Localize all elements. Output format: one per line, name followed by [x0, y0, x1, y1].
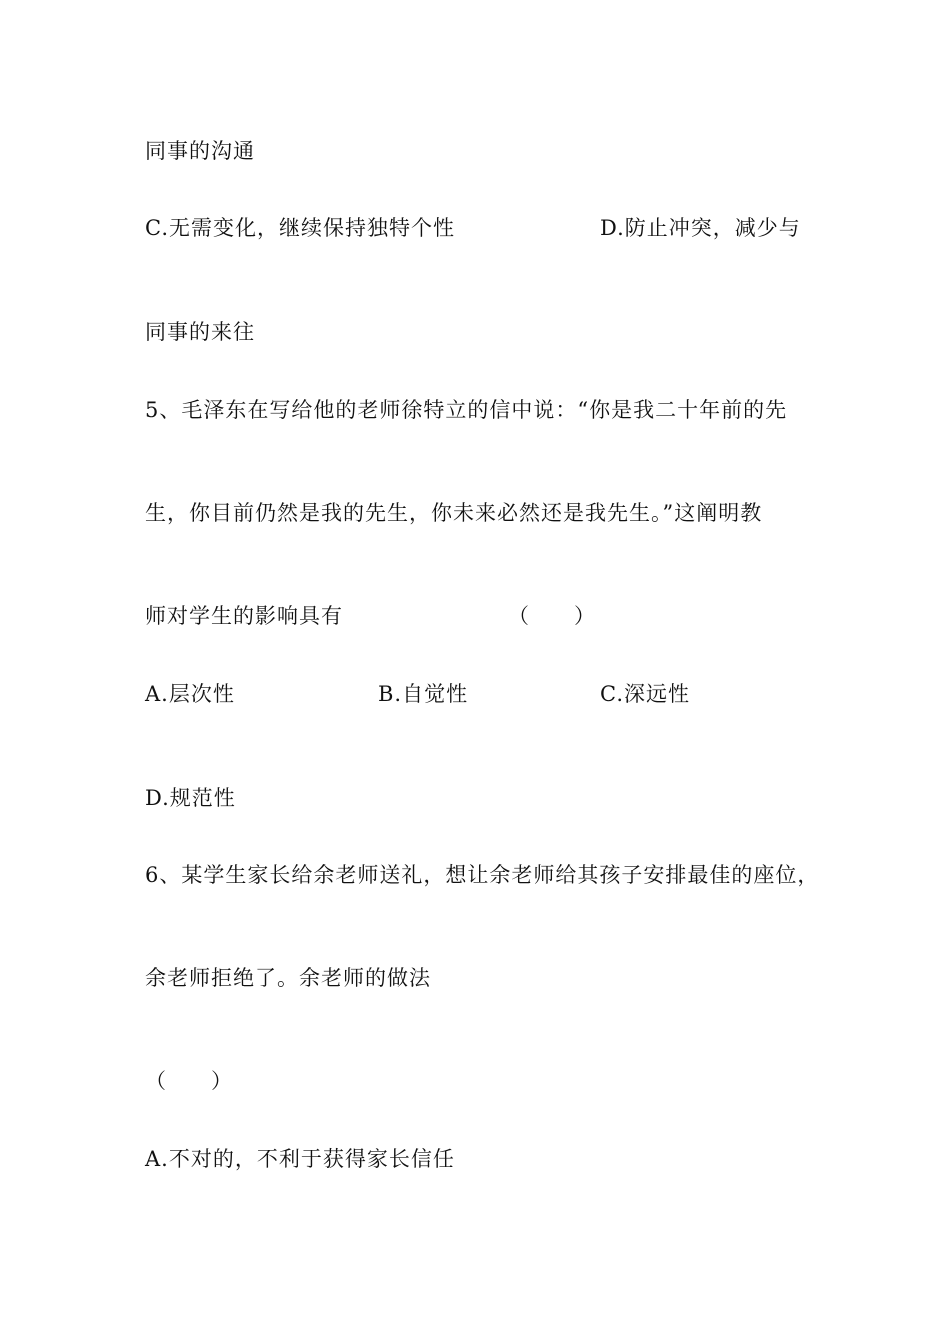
q6-stem-line-2: 余老师拒绝了。余老师的做法 [145, 966, 431, 990]
q5-option-b: B.自觉性 [378, 682, 469, 706]
q5-option-d: D.规范性 [145, 786, 236, 810]
q6-answer-blank: （ ） [145, 1069, 233, 1093]
q5-stem-line-3: 师对学生的影响具有 [145, 604, 343, 628]
q6-stem-line-1: 6、某学生家长给余老师送礼，想让余老师给其孩子安排最佳的座位， [145, 863, 820, 887]
q5-option-a: A.层次性 [145, 682, 235, 706]
q5-option-c: C.深远性 [600, 682, 690, 706]
q5-stem-line-1: 5、毛泽东在写给他的老师徐特立的信中说：“你是我二十年前的先 [145, 398, 788, 422]
q4-option-c: C.无需变化，继续保持独特个性 [145, 216, 455, 240]
q4-option-d: D.防止冲突，减少与 [600, 216, 801, 240]
q5-stem-line-2: 生，你目前仍然是我的先生，你未来必然还是我先生。”这阐明教 [145, 501, 763, 525]
q4-option-b-continuation: 同事的沟通 [145, 139, 255, 163]
q5-answer-blank: （ ） [508, 604, 596, 628]
q4-option-d-continuation: 同事的来往 [145, 320, 255, 344]
q6-option-a: A.不对的，不利于获得家长信任 [145, 1147, 455, 1171]
